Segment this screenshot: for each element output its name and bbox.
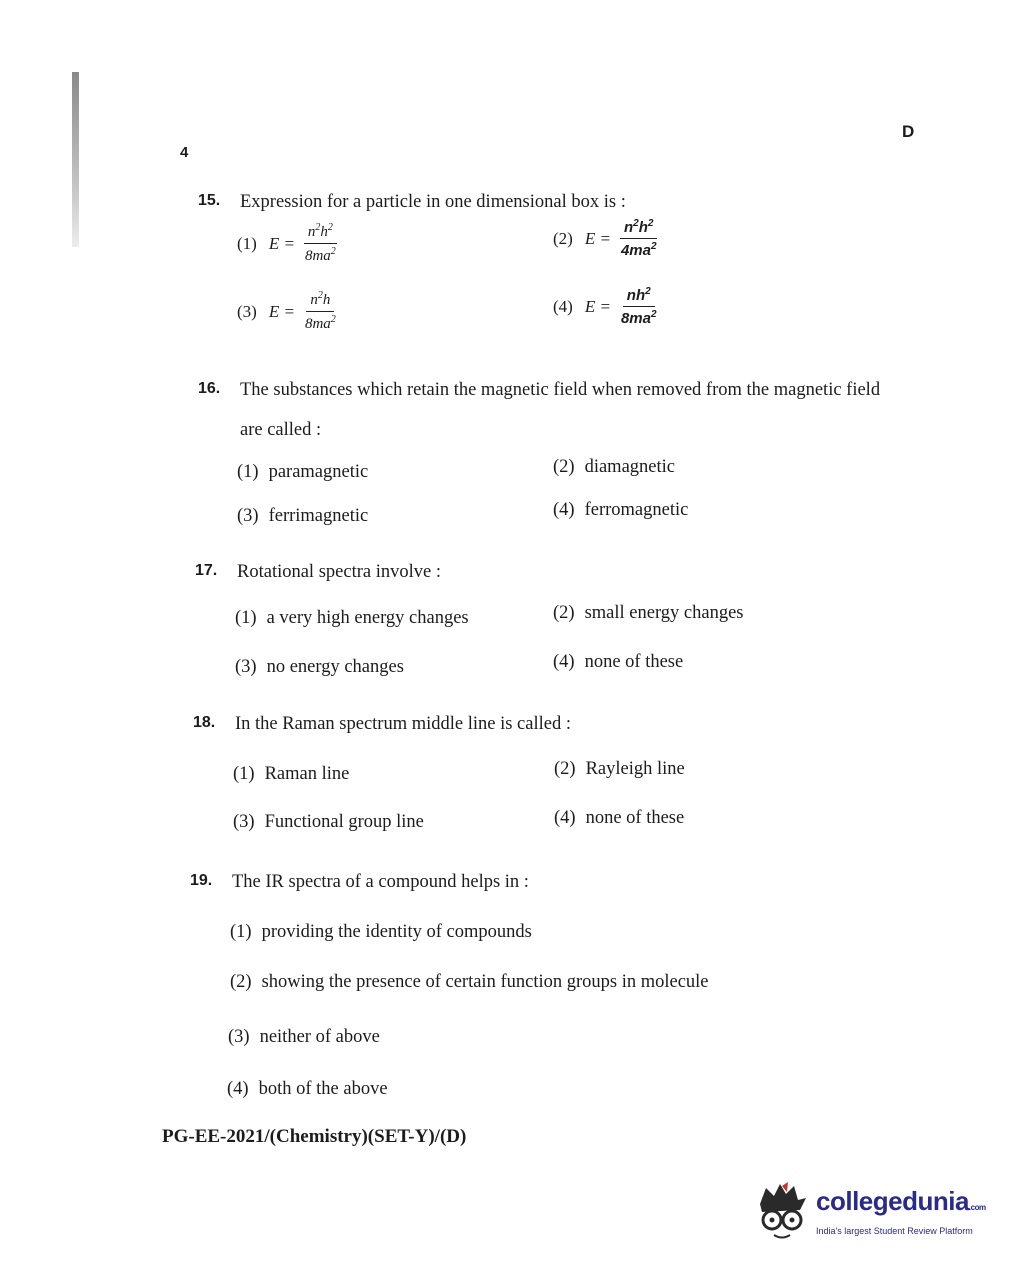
question-text: Rotational spectra involve : (237, 562, 441, 582)
question-text: Expression for a particle in one dimensional box is : (240, 192, 626, 212)
page-number: 4 (180, 144, 189, 161)
question-number: 16. (198, 380, 221, 397)
question-number: 17. (195, 562, 218, 579)
paper-code-footer: PG-EE-2021/(Chemistry)(SET-Y)/(D) (162, 1126, 467, 1147)
question-number: 19. (190, 872, 213, 889)
question-text-continued: are called : (240, 420, 322, 440)
option-18-3: (3) Functional group line (233, 812, 424, 832)
fraction: $\frac{n^2h^2}{8ma^2}$ (304, 222, 336, 264)
option-16-1: (1) paramagnetic (237, 462, 369, 482)
collegedunia-logo (754, 1180, 984, 1250)
fraction: $\frac{nh^2}{8ma^2}$ (620, 286, 657, 327)
fraction: $\frac{n^2h}{8ma^2}$ (304, 290, 336, 332)
option-18-2: (2) Rayleigh line (554, 759, 685, 779)
option-15-4: (4) E = $\frac{nh^2}{8ma^2}$ (553, 286, 661, 327)
option-15-1: (1) E = $\frac{n^2h^2}{8ma^2}$ (237, 222, 340, 265)
scan-edge-shadow (72, 72, 79, 247)
question-number: 18. (193, 714, 216, 731)
option-17-4: (4) none of these (553, 652, 684, 672)
question-number: 15. (198, 192, 221, 209)
option-16-2: (2) diamagnetic (553, 457, 675, 477)
mascot-icon (754, 1180, 812, 1240)
option-19-3: (3) neither of above (228, 1027, 380, 1047)
question-text: The substances which retain the magnetic field when removed from the magnetic field (240, 380, 881, 400)
option-19-2: (2) showing the presence of certain function groups in molecule (230, 972, 709, 992)
fraction: $\frac{n^2h^2}{4ma^2}$ (620, 218, 657, 259)
option-18-4: (4) none of these (554, 808, 685, 828)
set-code: D (902, 122, 915, 141)
option-15-2: (2) E = $\frac{n^2h^2}{4ma^2}$ (553, 218, 661, 259)
question-text: In the Raman spectrum middle line is called : (235, 714, 571, 734)
option-17-2: (2) small energy changes (553, 603, 744, 623)
brand-name: collegedunia.com (816, 1186, 986, 1216)
question-text: The IR spectra of a compound helps in : (232, 872, 529, 892)
option-16-4: (4) ferromagnetic (553, 500, 689, 520)
option-18-1: (1) Raman line (233, 764, 350, 784)
option-19-1: (1) providing the identity of compounds (230, 922, 532, 942)
option-17-3: (3) no energy changes (235, 657, 404, 677)
option-17-1: (1) a very high energy changes (235, 608, 469, 628)
option-15-3: (3) E = $\frac{n^2h}{8ma^2}$ (237, 290, 340, 333)
option-19-4: (4) both of the above (227, 1079, 388, 1099)
brand-tagline: India's largest Student Review Platform (816, 1226, 973, 1236)
option-16-3: (3) ferrimagnetic (237, 506, 369, 526)
